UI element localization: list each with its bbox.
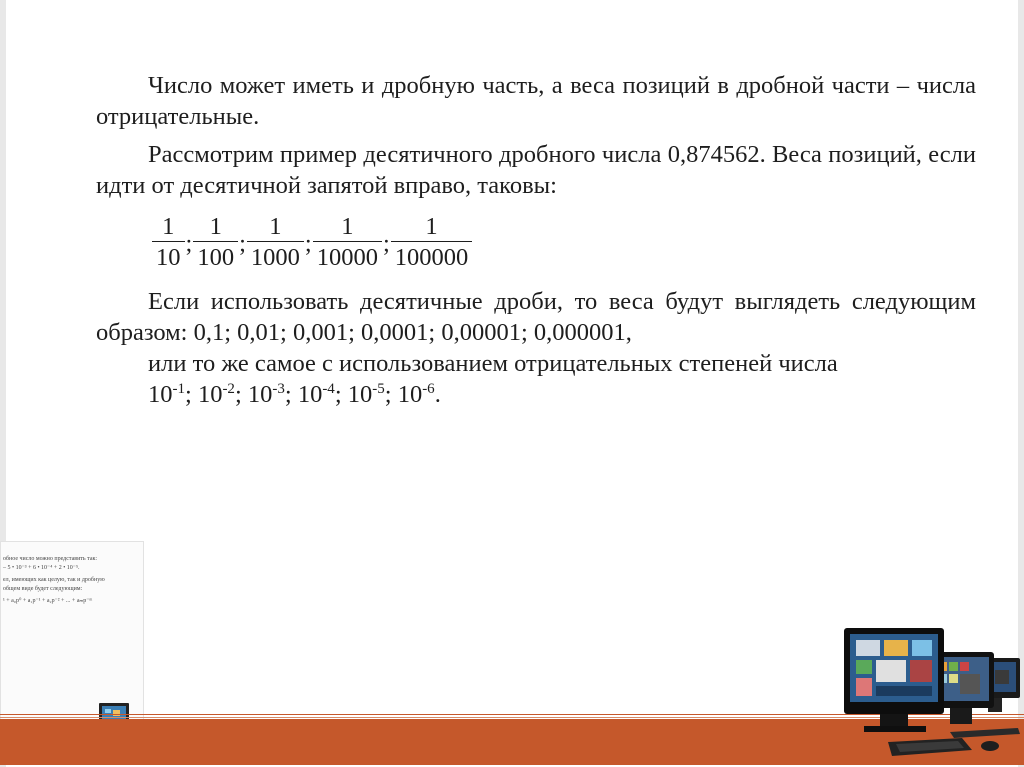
power-exponent: -5: [372, 380, 385, 397]
power-separator: ;: [185, 381, 198, 408]
fraction-numerator: 1: [162, 212, 175, 240]
powers-of-ten: [96, 379, 976, 410]
power-base: 10: [397, 381, 423, 408]
fraction: [193, 213, 238, 274]
thumbnail-line: общем виде будет следующим:: [3, 586, 83, 592]
paragraph-negative-powers: или то же самое с использованием отрицательных степеней числа: [148, 350, 838, 377]
power-separator: ;: [284, 381, 298, 408]
power-separator: ;: [234, 381, 248, 408]
power-base: 10: [148, 381, 173, 408]
fraction-weights: [152, 207, 976, 279]
fraction-denominator: 1000: [247, 241, 304, 274]
power-exponent: -6: [422, 380, 435, 397]
fraction-denominator: 10000: [313, 241, 382, 274]
fraction-denominator: 100000: [391, 241, 473, 274]
fraction: [247, 213, 304, 274]
computer-monitors-image: [830, 610, 1024, 760]
fraction-separator: ;: [185, 229, 193, 257]
fraction-separator: ;: [304, 229, 312, 257]
power-exponent: -4: [322, 380, 335, 397]
thumbnail-line: ел, имеющих как целую, так и дробную: [3, 577, 105, 583]
fraction-separator: ;: [239, 229, 246, 257]
paragraph-fractional-part: Число может иметь и дробную часть, а веса позиций в дробной части – числа отрицательные.: [96, 72, 976, 130]
fraction: [391, 213, 473, 274]
power-exponent: -3: [272, 380, 285, 397]
power-base: 10: [197, 381, 223, 408]
fraction-denominator: 100: [193, 241, 238, 274]
fraction: [313, 213, 382, 274]
fraction: [152, 213, 185, 274]
paragraph-example: Рассмотрим пример десятичного дробного числа 0,874562. Веса позиций, если идти от десятичной запятой вправо, таковы:: [96, 141, 976, 199]
paragraph-decimal-weights: Если использовать десятичные дроби, то веса будут выглядеть следующим образом: 0,1; 0,01; 0,001; 0,0001; 0,00001; 0,000001,: [96, 288, 976, 346]
power-separator: ;: [334, 381, 348, 408]
power-exponent: -2: [222, 380, 235, 397]
thumbnail-line: – 5 • 10⁻³ + 6 • 10⁻⁴ + 2 • 10⁻⁵.: [3, 565, 80, 571]
thumbnail-line: ¹ + a₀p⁰ + a₁p⁻¹ + a₂p⁻² + ... + aₘp⁻ᵐ: [3, 598, 93, 604]
fraction-separator: ;: [382, 229, 390, 257]
thumbnail-line: обное число можно представить так:: [3, 556, 98, 562]
power-base: 10: [347, 381, 373, 408]
power-exponent: -1: [172, 380, 185, 397]
slide-thumbnail[interactable]: [0, 541, 144, 737]
fraction-numerator: 1: [425, 212, 438, 240]
power-separator: .: [434, 381, 441, 408]
fraction-numerator: 1: [269, 212, 282, 240]
fraction-denominator: 10: [152, 241, 185, 274]
fraction-numerator: 1: [341, 212, 354, 240]
power-base: 10: [247, 381, 273, 408]
fraction-numerator: 1: [209, 212, 222, 240]
power-separator: ;: [384, 381, 398, 408]
power-base: 10: [297, 381, 323, 408]
slide-content: [96, 70, 976, 410]
